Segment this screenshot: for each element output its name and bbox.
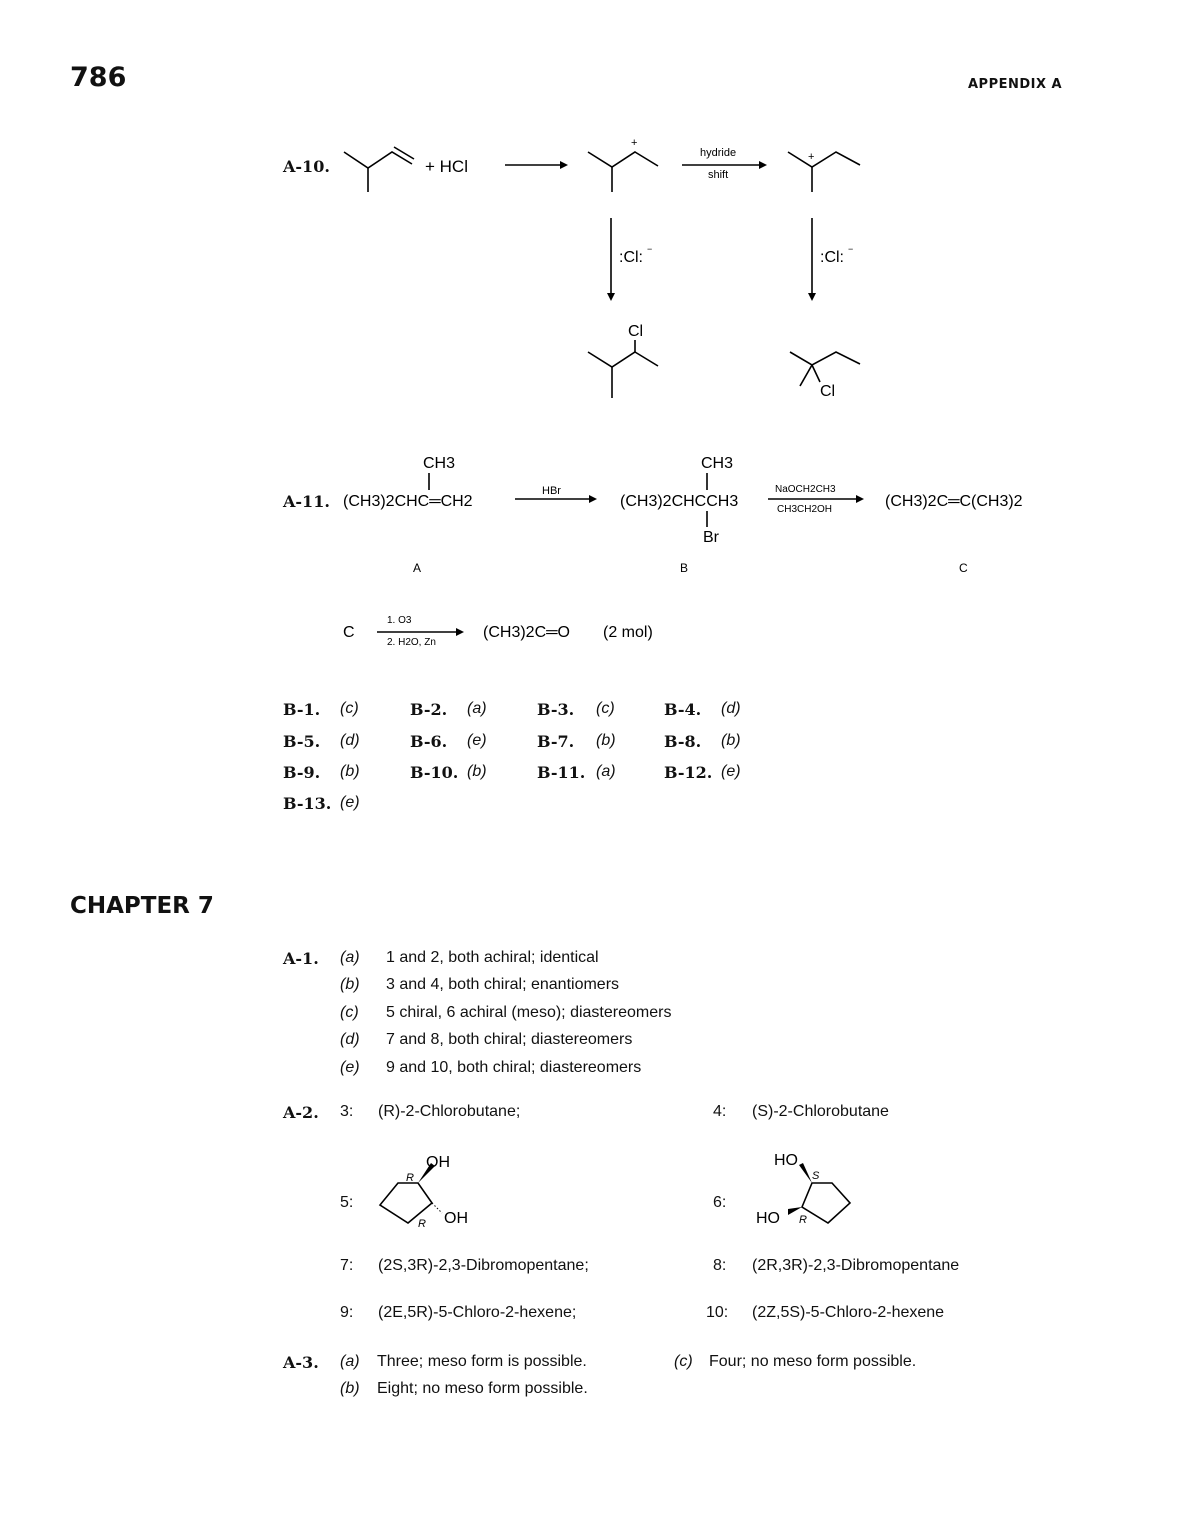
structure-5-cyclopentanediol [370, 1145, 490, 1235]
reagent-naoet: NaOCH2CH3 [775, 484, 836, 495]
page-number: 786 [70, 62, 127, 93]
s5-oh-top: OH [426, 1154, 450, 1171]
plus-hcl: + HCl [425, 157, 468, 176]
tertiary-carbocation [788, 152, 860, 167]
a3-text-b: Eight; no meso form possible. [377, 1380, 588, 1397]
b6-num: B-6. [410, 732, 448, 751]
compound-c: (CH3)2C═C(CH3)2 [885, 493, 1023, 510]
b10-ans: (b) [467, 763, 487, 780]
s6-ho-top: HO [774, 1152, 798, 1169]
a1-part-d: (d) [340, 1031, 360, 1048]
a3-part-c: (c) [674, 1353, 693, 1370]
svg-text:+: + [631, 137, 638, 149]
ch7-a3-label: A-3. [283, 1353, 319, 1372]
b6-ans: (e) [467, 732, 487, 749]
ozonolysis-step2: 2. H2O, Zn [387, 637, 436, 648]
reagent-hbr: HBr [542, 485, 561, 497]
a2-num-5: 5: [340, 1194, 354, 1211]
a11-label: A-11. [283, 492, 330, 511]
b9-num: B-9. [283, 763, 321, 782]
chapter-title: CHAPTER 7 [70, 893, 214, 919]
a1-part-b: (b) [340, 976, 360, 993]
a2-num-9: 9: [340, 1304, 354, 1321]
a2-compound-7: (2S,3R)-2,3-Dibromopentane; [378, 1257, 589, 1274]
product-2-chloro-3-methylbutane [588, 352, 658, 367]
b13-num: B-13. [283, 794, 332, 813]
b7-ans: (b) [596, 732, 616, 749]
a10-label: A-10. [283, 157, 330, 176]
ozonolysis-amount: (2 mol) [603, 624, 653, 641]
a2-num-6: 6: [713, 1194, 727, 1211]
product2-cl: Cl [820, 383, 836, 400]
ozonolysis-scheme [335, 605, 695, 655]
a1-text-e: 9 and 10, both chiral; diastereomers [386, 1059, 642, 1076]
b4-num: B-4. [664, 700, 702, 719]
ozonolysis-start: C [343, 624, 355, 641]
s6-s: S [812, 1170, 820, 1182]
b3-num: B-3. [537, 700, 575, 719]
b11-num: B-11. [537, 763, 586, 782]
a1-part-e: (e) [340, 1059, 360, 1076]
a10-reaction-scheme [330, 130, 890, 410]
s5-r2: R [418, 1218, 426, 1230]
a2-compound-4: (S)-2-Chlorobutane [752, 1103, 889, 1120]
alkene-skeleton [344, 152, 412, 168]
chloride-right: :Cl: [820, 249, 844, 266]
shift-label: shift [708, 169, 729, 181]
b2-num: B-2. [410, 700, 448, 719]
b10-num: B-10. [410, 763, 459, 782]
b1-ans: (c) [340, 700, 359, 717]
a2-num-7: 7: [340, 1257, 354, 1274]
b5-num: B-5. [283, 732, 321, 751]
b8-ans: (b) [721, 732, 741, 749]
tag-a: A [413, 561, 422, 575]
a1-part-c: (c) [340, 1004, 359, 1021]
ch7-a2-label: A-2. [283, 1103, 319, 1122]
a2-num-10: 10: [706, 1304, 729, 1321]
secondary-carbocation [588, 152, 658, 167]
b12-ans: (e) [721, 763, 741, 780]
s6-r: R [799, 1214, 807, 1226]
ozonolysis-product: (CH3)2C═O [483, 624, 570, 641]
a11-reaction-scheme [335, 448, 1055, 583]
a3-part-a: (a) [340, 1353, 360, 1370]
a3-text-a: Three; meso form is possible. [377, 1353, 587, 1370]
a3-part-b: (b) [340, 1380, 360, 1397]
compB-ch3: CH3 [701, 455, 734, 472]
b8-num: B-8. [664, 732, 702, 751]
b7-num: B-7. [537, 732, 575, 751]
hydride-label: hydride [700, 147, 737, 159]
svg-text:+: + [808, 151, 815, 163]
a1-part-a: (a) [340, 949, 360, 966]
compA-ch3: CH3 [423, 455, 456, 472]
a2-compound-8: (2R,3R)-2,3-Dibromopentane [752, 1257, 960, 1274]
compound-a: (CH3)2CHC═CH2 [343, 493, 473, 510]
a2-compound-9: (2E,5R)-5-Chloro-2-hexene; [378, 1304, 577, 1321]
a2-compound-10: (2Z,5S)-5-Chloro-2-hexene [752, 1304, 945, 1321]
compB-br: Br [703, 529, 719, 546]
b5-ans: (d) [340, 732, 360, 749]
svg-text:−: − [848, 244, 854, 254]
ozonolysis-step1: 1. O3 [387, 615, 412, 626]
s5-oh-bottom: OH [444, 1210, 468, 1227]
a2-compound-3: (R)-2-Chlorobutane; [378, 1103, 521, 1120]
structure-6-cyclopentanediol [752, 1145, 872, 1235]
chloride-left: :Cl: [619, 249, 643, 266]
a2-num-3: 3: [340, 1103, 354, 1120]
svg-text:−: − [647, 244, 653, 254]
b13-ans: (e) [340, 794, 360, 811]
b12-num: B-12. [664, 763, 713, 782]
reagent-etoh: CH3CH2OH [777, 504, 833, 515]
a1-text-d: 7 and 8, both chiral; diastereomers [386, 1031, 633, 1048]
tag-b: B [680, 561, 689, 575]
b4-ans: (d) [721, 700, 741, 717]
a3-text-c: Four; no meso form possible. [709, 1353, 917, 1370]
product-2-chloro-2-methylbutane [790, 352, 860, 365]
cyclopentane-ring-6 [802, 1183, 850, 1223]
compound-b: (CH3)2CHCCH3 [620, 493, 739, 510]
product1-cl: Cl [628, 323, 644, 340]
b1-num: B-1. [283, 700, 321, 719]
cyclopentane-ring-5 [380, 1183, 432, 1223]
ch7-a1-label: A-1. [283, 949, 319, 968]
b3-ans: (c) [596, 700, 615, 717]
b2-ans: (a) [467, 700, 487, 717]
b9-ans: (b) [340, 763, 360, 780]
running-head: APPENDIX A [968, 77, 1063, 92]
a1-text-c: 5 chiral, 6 achiral (meso); diastereomers [386, 1004, 672, 1021]
a1-text-b: 3 and 4, both chiral; enantiomers [386, 976, 620, 993]
a1-text-a: 1 and 2, both achiral; identical [386, 949, 599, 966]
a2-num-8: 8: [713, 1257, 727, 1274]
b11-ans: (a) [596, 763, 616, 780]
tag-c: C [959, 561, 968, 575]
a2-num-4: 4: [713, 1103, 727, 1120]
s5-r1: R [406, 1172, 414, 1184]
s6-ho-bottom: HO [756, 1210, 780, 1227]
